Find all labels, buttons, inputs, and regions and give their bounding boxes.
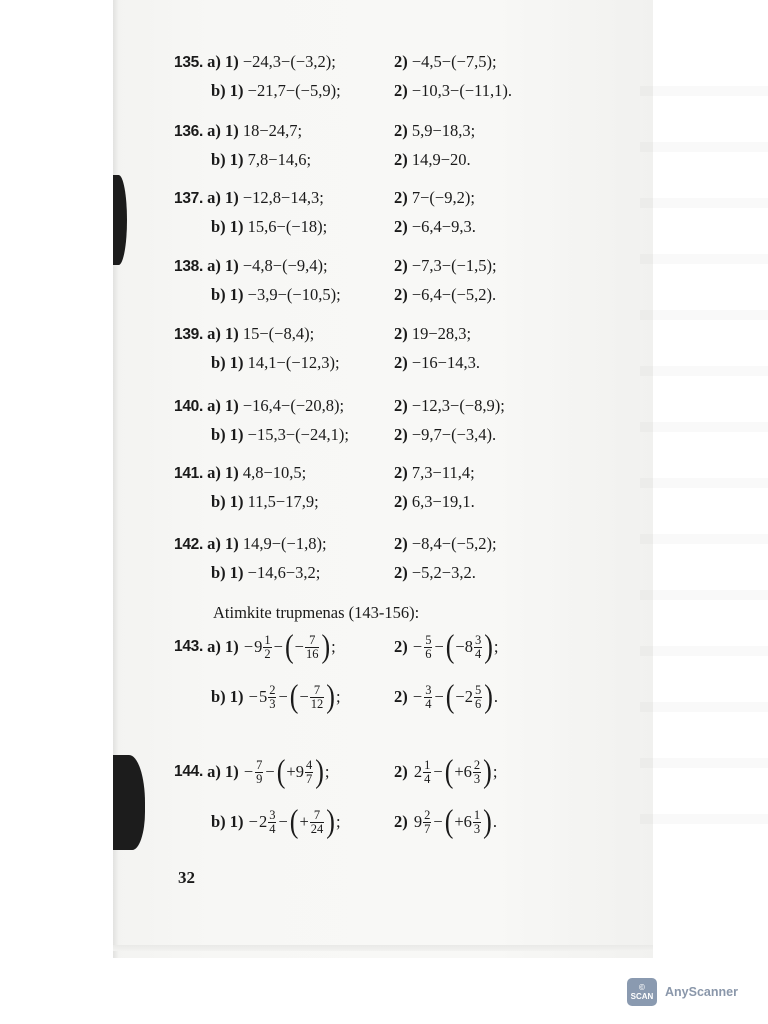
whole-part: 2 xyxy=(258,812,268,831)
problem-number: 142. xyxy=(174,536,203,553)
left-paren: ( xyxy=(289,803,299,840)
part-label: 2) xyxy=(394,353,408,372)
right-paren: ) xyxy=(484,678,493,715)
part-label: b) 1) xyxy=(211,353,244,372)
expression: −7,3−(−1,5); xyxy=(411,256,497,275)
part-label: 2) xyxy=(394,425,408,444)
part-label: b) 1) xyxy=(211,563,244,582)
expression: −5,2−3,2. xyxy=(411,563,476,582)
fraction xyxy=(473,759,481,786)
problem-row-a-col2 xyxy=(394,256,497,276)
fraction xyxy=(424,634,432,661)
denominator: 4 xyxy=(424,771,431,786)
expression: 7,3−11,4; xyxy=(411,463,475,482)
part-label: b) 1) xyxy=(211,425,244,444)
numerator: 2 xyxy=(473,757,481,772)
expression: −10,3−(−11,1). xyxy=(411,81,513,100)
minus-sign: − xyxy=(273,637,283,656)
inner-sign: −2 xyxy=(455,687,473,706)
scanner-watermark xyxy=(627,978,738,1006)
problem-row-b xyxy=(211,492,319,512)
problem-row-a xyxy=(174,534,327,555)
numerator: 4 xyxy=(305,757,313,772)
expression: 15,6−(−18); xyxy=(247,217,328,236)
fraction xyxy=(423,759,431,786)
left-paren: ( xyxy=(284,628,294,665)
part-label: 2) xyxy=(394,463,408,482)
numerator: 1 xyxy=(424,757,431,772)
numerator: 3 xyxy=(425,682,432,697)
problem-number: 136. xyxy=(174,123,203,140)
instruction-text: Atimkite trupmenas (143-156): xyxy=(213,603,420,622)
part-label: a) 1) xyxy=(207,188,239,207)
fraction xyxy=(423,809,431,836)
fraction-row-b-col2 xyxy=(394,799,497,845)
numerator: 5 xyxy=(425,632,432,647)
problem-row-b-col2 xyxy=(394,563,476,583)
scanner-brand-text: AnyScanner xyxy=(665,985,738,999)
numerator: 7 xyxy=(256,757,263,772)
part-label: a) 1) xyxy=(207,762,239,781)
scan-shadow-bottom xyxy=(113,755,145,850)
denominator: 16 xyxy=(305,646,319,661)
fraction xyxy=(473,809,481,836)
numerator: 2 xyxy=(269,682,276,697)
denominator: 24 xyxy=(310,821,324,836)
problem-row-b xyxy=(211,150,311,170)
problem-number: 141. xyxy=(174,465,203,482)
numerator: 7 xyxy=(309,632,316,647)
fraction-row-a-col2 xyxy=(394,624,499,670)
part-label: 2) xyxy=(394,285,408,304)
part-label: 2) xyxy=(394,81,408,100)
part-label: b) 1) xyxy=(211,217,244,236)
part-label: b) 1) xyxy=(211,150,244,169)
expression: −14,6−3,2; xyxy=(247,563,321,582)
numerator: 1 xyxy=(264,632,271,647)
part-label: b) 1) xyxy=(211,285,244,304)
numerator: 7 xyxy=(313,682,321,697)
part-label: 2) xyxy=(394,762,408,781)
minus-sign: − xyxy=(434,687,444,706)
part-label: a) 1) xyxy=(207,637,239,656)
right-paren: ) xyxy=(321,628,331,665)
problem-row-a-col2 xyxy=(394,534,497,554)
problem-row-a-col2 xyxy=(394,188,475,208)
problem-row-a xyxy=(174,188,324,209)
bleed-through-area xyxy=(640,40,768,840)
fraction-row-b xyxy=(211,799,341,845)
part-label: b) 1) xyxy=(211,812,244,831)
fraction-row-b-col2 xyxy=(394,674,498,720)
fraction xyxy=(310,809,325,836)
inner-sign: +9 xyxy=(286,762,304,781)
numerator: 5 xyxy=(474,682,482,697)
right-paren: ) xyxy=(483,753,492,790)
part-label: b) 1) xyxy=(211,492,244,511)
sign: − xyxy=(412,687,423,706)
expression: 14,9−(−1,8); xyxy=(242,534,327,553)
numerator: 7 xyxy=(313,807,321,822)
terminator: ; xyxy=(493,637,499,656)
problem-row-a-col2 xyxy=(394,52,497,72)
part-label: 2) xyxy=(394,324,408,343)
problem-row-a xyxy=(174,463,306,484)
inner-sign: + xyxy=(299,812,309,831)
part-label: a) 1) xyxy=(207,256,239,275)
part-label: 2) xyxy=(394,637,408,656)
minus-sign: − xyxy=(278,812,288,831)
expression: 6,3−19,1. xyxy=(411,492,475,511)
part-label: 2) xyxy=(394,121,408,140)
problem-row-b xyxy=(211,563,320,583)
terminator: . xyxy=(493,687,499,706)
fraction xyxy=(263,634,271,661)
whole-part: 5 xyxy=(258,687,268,706)
fraction-row-a xyxy=(174,749,329,795)
part-label: 2) xyxy=(394,256,408,275)
problem-number: 144. xyxy=(174,763,203,780)
problem-row-b-col2 xyxy=(394,285,496,305)
problem-number: 140. xyxy=(174,398,203,415)
inner-sign: − xyxy=(299,687,309,706)
denominator: 2 xyxy=(264,646,271,661)
left-paren: ( xyxy=(444,803,454,840)
fraction xyxy=(268,809,276,836)
scanner-logo-icon: © SCAN xyxy=(627,978,657,1006)
left-paren: ( xyxy=(276,753,286,790)
page-number: 32 xyxy=(178,868,195,887)
expression: 19−28,3; xyxy=(411,324,472,343)
whole-part: 2 xyxy=(413,762,423,781)
inner-sign: +6 xyxy=(454,812,472,831)
expression: −12,3−(−8,9); xyxy=(411,396,505,415)
minus-sign: − xyxy=(434,637,444,656)
problem-row-b xyxy=(211,285,341,305)
denominator: 4 xyxy=(269,821,276,836)
denominator: 3 xyxy=(473,821,481,836)
right-paren: ) xyxy=(483,803,492,840)
problem-row-b xyxy=(211,217,327,237)
minus-sign: − xyxy=(278,687,288,706)
whole-part: 9 xyxy=(413,812,423,831)
right-paren: ) xyxy=(326,678,335,715)
denominator: 4 xyxy=(425,696,432,711)
whole-part: 9 xyxy=(254,637,263,656)
terminator: . xyxy=(492,812,497,831)
expression: 14,1−(−12,3); xyxy=(247,353,340,372)
fraction xyxy=(474,634,482,661)
expression: −9,7−(−3,4). xyxy=(411,425,497,444)
problem-row-a xyxy=(174,256,328,277)
fraction-row-a xyxy=(174,624,336,670)
part-label: 2) xyxy=(394,52,408,71)
problem-number: 137. xyxy=(174,190,203,207)
problem-row-b-col2 xyxy=(394,492,475,512)
expression: −24,3−(−3,2); xyxy=(242,52,336,71)
expression: −6,4−9,3. xyxy=(411,217,476,236)
expression: −21,7−(−5,9); xyxy=(247,81,341,100)
inner-sign: −8 xyxy=(455,637,473,656)
part-label: a) 1) xyxy=(207,52,239,71)
expression: −4,8−(−9,4); xyxy=(242,256,328,275)
part-label: a) 1) xyxy=(207,396,239,415)
sign: − xyxy=(243,637,254,656)
fraction-row-b xyxy=(211,674,341,720)
part-label: 2) xyxy=(394,534,408,553)
expression: 18−24,7; xyxy=(242,121,303,140)
denominator: 3 xyxy=(269,696,276,711)
terminator: ; xyxy=(324,762,330,781)
terminator: ; xyxy=(492,762,498,781)
problem-row-b-col2 xyxy=(394,150,471,170)
problem-number: 143. xyxy=(174,638,203,655)
problem-row-a xyxy=(174,52,336,73)
problem-row-b xyxy=(211,81,341,101)
left-paren: ( xyxy=(445,678,455,715)
problem-row-b xyxy=(211,353,340,373)
expression: −3,9−(−10,5); xyxy=(247,285,341,304)
sign: − xyxy=(243,762,254,781)
problem-row-a xyxy=(174,121,302,142)
part-label: a) 1) xyxy=(207,121,239,140)
problem-row-a-col2 xyxy=(394,324,471,344)
expression: 7−(−9,2); xyxy=(411,188,475,207)
problem-row-a-col2 xyxy=(394,463,475,483)
problem-row-b-col2 xyxy=(394,425,496,445)
problem-row-b xyxy=(211,425,349,445)
denominator: 12 xyxy=(310,696,324,711)
part-label: a) 1) xyxy=(207,463,239,482)
denominator: 3 xyxy=(473,771,481,786)
problem-row-a xyxy=(174,396,344,417)
numerator: 3 xyxy=(474,632,482,647)
expression: 7,8−14,6; xyxy=(247,150,312,169)
problem-number: 135. xyxy=(174,54,203,71)
expression: 15−(−8,4); xyxy=(242,324,315,343)
terminator: ; xyxy=(335,687,341,706)
problem-row-b-col2 xyxy=(394,217,476,237)
right-paren: ) xyxy=(315,753,324,790)
part-label: 2) xyxy=(394,217,408,236)
right-paren: ) xyxy=(484,628,493,665)
part-label: 2) xyxy=(394,687,408,706)
left-paren: ( xyxy=(445,628,455,665)
part-label: b) 1) xyxy=(211,81,244,100)
problem-row-b-col2 xyxy=(394,353,480,373)
terminator: ; xyxy=(331,637,336,656)
problem-row-a-col2 xyxy=(394,121,475,141)
page-bottom-edge xyxy=(113,945,653,951)
left-paren: ( xyxy=(289,678,299,715)
minus-sign: − xyxy=(433,812,443,831)
inner-sign: +6 xyxy=(454,762,472,781)
fraction xyxy=(305,759,313,786)
denominator: 7 xyxy=(424,821,431,836)
fraction xyxy=(305,634,320,661)
fraction xyxy=(310,684,325,711)
part-label: 2) xyxy=(394,563,408,582)
expression: −6,4−(−5,2). xyxy=(411,285,497,304)
minus-sign: − xyxy=(265,762,275,781)
expression: 14,9−20. xyxy=(411,150,471,169)
expression: −16−14,3. xyxy=(411,353,480,372)
part-label: 2) xyxy=(394,188,408,207)
minus-sign: − xyxy=(433,762,443,781)
left-paren: ( xyxy=(444,753,454,790)
expression: −15,3−(−24,1); xyxy=(247,425,349,444)
denominator: 4 xyxy=(474,646,482,661)
terminator: ; xyxy=(335,812,341,831)
fraction-row-a-col2 xyxy=(394,749,497,795)
fraction xyxy=(424,684,432,711)
fraction xyxy=(268,684,276,711)
problem-row-b-col2 xyxy=(394,81,512,101)
expression: −12,8−14,3; xyxy=(242,188,324,207)
expression: 5,9−18,3; xyxy=(411,121,476,140)
fraction xyxy=(474,684,482,711)
right-paren: ) xyxy=(326,803,335,840)
inner-sign: − xyxy=(294,637,304,656)
part-label: b) 1) xyxy=(211,687,244,706)
sign: − xyxy=(248,812,258,831)
numerator: 1 xyxy=(473,807,481,822)
denominator: 9 xyxy=(256,771,263,786)
expression: 11,5−17,9; xyxy=(247,492,319,511)
expression: 4,8−10,5; xyxy=(242,463,307,482)
fraction xyxy=(255,759,263,786)
expression: −8,4−(−5,2); xyxy=(411,534,497,553)
sign: − xyxy=(412,637,423,656)
part-label: 2) xyxy=(394,812,408,831)
denominator: 7 xyxy=(305,771,313,786)
part-label: a) 1) xyxy=(207,324,239,343)
denominator: 6 xyxy=(474,696,482,711)
numerator: 3 xyxy=(269,807,276,822)
part-label: 2) xyxy=(394,150,408,169)
sign: − xyxy=(248,687,258,706)
part-label: 2) xyxy=(394,492,408,511)
problem-row-a-col2 xyxy=(394,396,505,416)
denominator: 6 xyxy=(425,646,432,661)
problem-number: 139. xyxy=(174,326,203,343)
problem-number: 138. xyxy=(174,258,203,275)
expression: −4,5−(−7,5); xyxy=(411,52,497,71)
part-label: 2) xyxy=(394,396,408,415)
problem-row-a xyxy=(174,324,314,345)
expression: −16,4−(−20,8); xyxy=(242,396,345,415)
part-label: a) 1) xyxy=(207,534,239,553)
numerator: 2 xyxy=(424,807,431,822)
